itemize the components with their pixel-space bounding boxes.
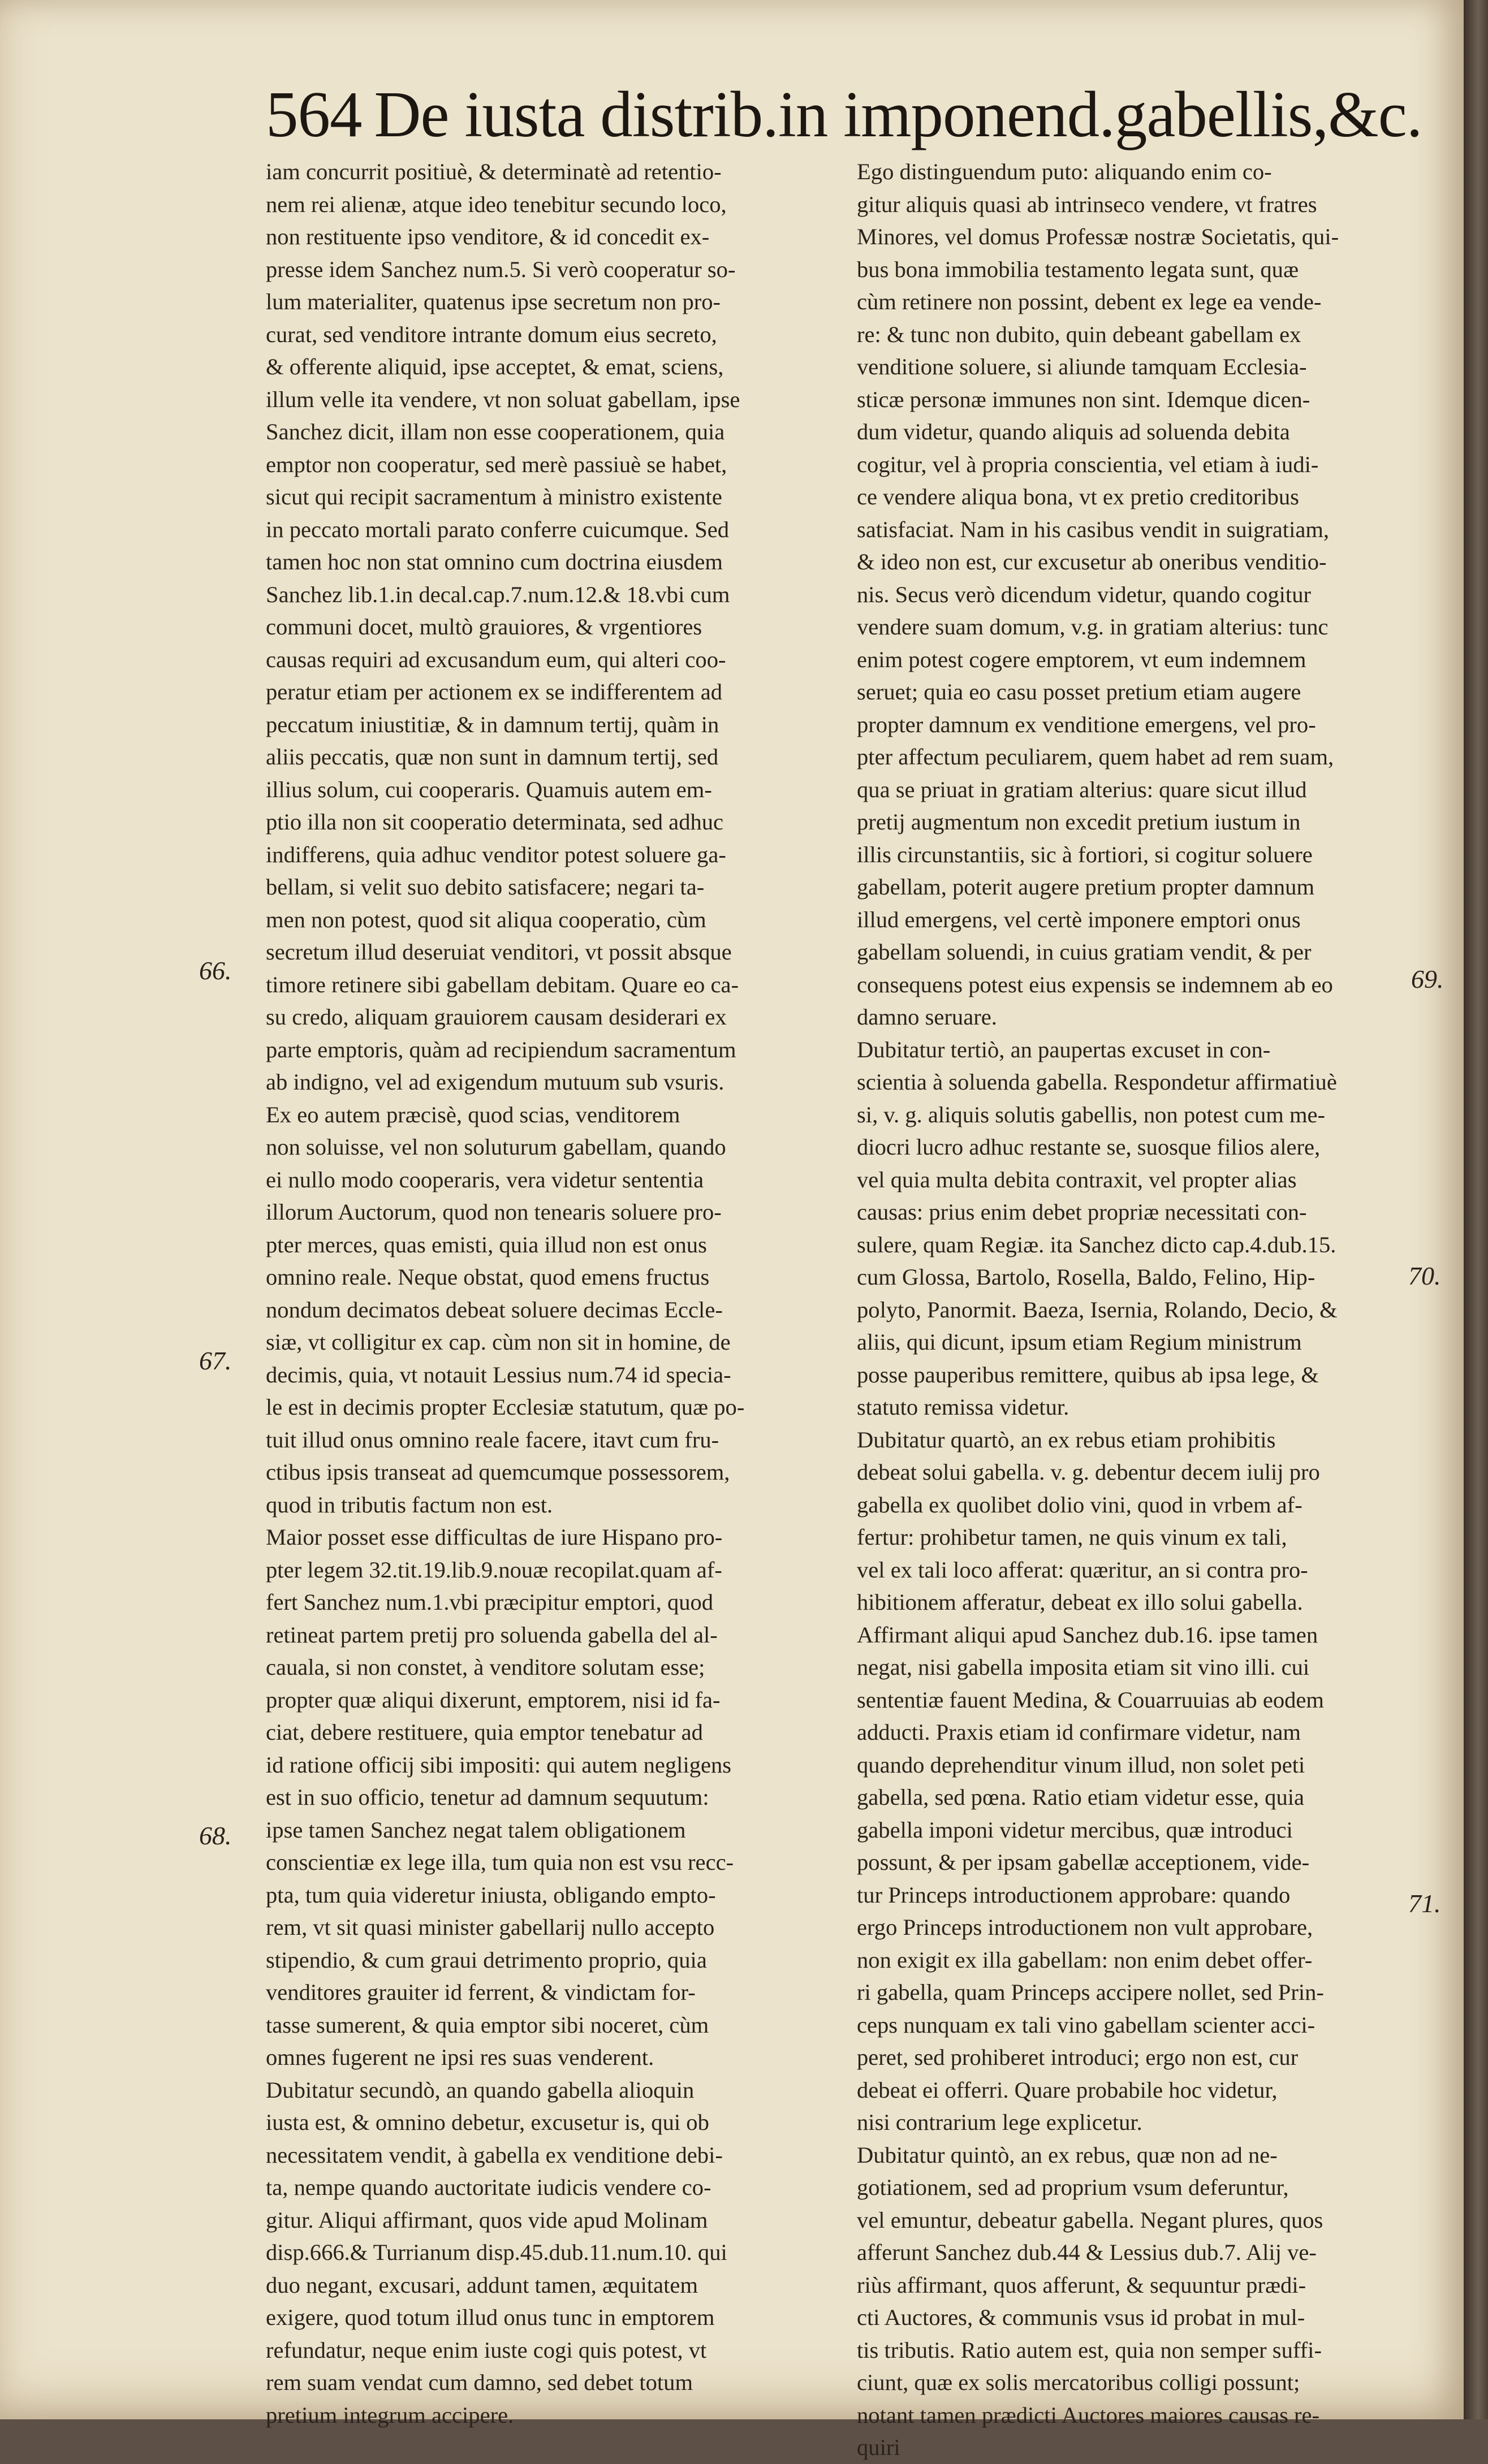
text-line: illum velle ita vendere, vt non soluat gabellam, ipse: [266, 386, 740, 412]
running-title: De iusta distrib.in imponend.gabellis,&c.: [374, 79, 1422, 150]
text-line: vel ex tali loco afferat: quæritur, an si contra pro-: [857, 1557, 1308, 1583]
text-line: tis tributis. Ratio autem est, quia non semper suffi-: [857, 2337, 1322, 2363]
text-line: sicut qui recipit sacramentum à ministro existente: [266, 484, 722, 509]
text-line: timore retinere sibi gabellam debitam. Quare eo ca-: [266, 971, 739, 997]
text-line: peret, sed prohiberet introduci; ergo non est, cur: [857, 2044, 1299, 2070]
text-line: parte emptoris, quàm ad recipiendum sacramentum: [266, 1036, 736, 1062]
text-line: emptor non cooperatur, sed merè passiuè se habet,: [266, 451, 727, 477]
text-line: illorum Auctorum, quod non tenearis soluere pro-: [266, 1199, 722, 1225]
text-line: notant tamen prædicti Auctores maiores causas re-: [857, 2402, 1320, 2428]
text-line: exigere, quod totum illud onus tunc in emptorem: [266, 2305, 715, 2330]
text-line: gabellam soluendi, in cuius gratiam vendit, & per: [857, 939, 1312, 965]
running-head: [266, 72, 1422, 157]
text-line: sticæ personæ immunes non sint. Idemque dicen-: [857, 386, 1310, 412]
text-line: tasse sumerent, & quia emptor sibi noceret, cùm: [266, 2012, 709, 2038]
text-line: quiri: [857, 2435, 900, 2460]
text-line: pretij augmentum non excedit pretium iustum in: [857, 809, 1301, 835]
text-line: gitur aliquis quasi ab intrinseco vendere, vt fratres: [857, 191, 1317, 217]
text-line: su credo, aliquam grauiorem causam desiderari ex: [266, 1004, 727, 1030]
text-line: satisfaciat. Nam in his casibus vendit in suigratiam,: [857, 516, 1330, 542]
text-line: negat, nisi gabella imposita etiam sit vino illi. cui: [857, 1654, 1310, 1680]
text-line: ergo Princeps introductionem non vult approbare,: [857, 1914, 1313, 1940]
text-line: illius solum, cui cooperaris. Quamuis autem em-: [266, 776, 712, 802]
text-line: Affirmant aliqui apud Sanchez dub.16. ipse tamen: [857, 1622, 1318, 1648]
text-line: duo negant, excusari, addunt tamen, æquitatem: [266, 2272, 698, 2298]
text-line: gabella imponi videtur mercibus, quæ introduci: [857, 1817, 1293, 1843]
text-line: ciunt, quæ ex solis mercatoribus colligi possunt;: [857, 2370, 1300, 2395]
text-line: peratur etiam per actionem ex se indifferentem ad: [266, 679, 723, 704]
text-line: Dubitatur secundò, an quando gabella alioquin: [266, 2077, 695, 2103]
text-line: hibitionem afferatur, debeat ex illo solui gabella.: [857, 1589, 1303, 1615]
text-line: & offerente aliquid, ipse acceptet, & emat, sciens,: [266, 354, 724, 379]
text-line: pter legem 32.tit.19.lib.9.nouæ recopilat.quam af-: [266, 1557, 722, 1583]
binding-edge: [1464, 0, 1488, 2419]
text-line: illis circunstantiis, sic à fortiori, si cogitur soluere: [857, 841, 1313, 867]
text-line: retineat partem pretij pro soluenda gabella del al-: [266, 1622, 718, 1648]
text-line: venditione soluere, si aliunde tamquam Ecclesia-: [857, 354, 1307, 379]
text-line: afferunt Sanchez dub.44 & Lessius dub.7. Alij ve-: [857, 2240, 1317, 2265]
text-line: peccatum iniustitiæ, & in damnum tertij, quàm in: [266, 711, 719, 737]
text-line: vel emuntur, debeatur gabella. Negant plures, quos: [857, 2207, 1323, 2233]
text-line: nis. Secus verò dicendum videtur, quando cogitur: [857, 581, 1312, 607]
text-line: riùs affirmant, quos afferunt, & sequuntur prædi-: [857, 2272, 1306, 2298]
text-line: communi docet, multò grauiores, & vrgentiores: [266, 614, 702, 639]
text-line: stipendio, & cum graui detrimento proprio, quia: [266, 1947, 707, 1973]
text-line: polyto, Panormit. Baeza, Isernia, Rolando, Decio, &: [857, 1296, 1338, 1322]
text-line: men non potest, quod sit aliqua cooperatio, cùm: [266, 906, 706, 932]
text-line: gotiationem, sed ad proprium vsum deferuntur,: [857, 2175, 1289, 2200]
text-line: conscientiæ ex lege illa, tum quia non est vsu recc-: [266, 1849, 734, 1875]
text-line: ab indigno, vel ad exigendum mutuum sub vsuris.: [266, 1069, 724, 1095]
text-line: non exigit ex illa gabellam: non enim debet offer-: [857, 1947, 1313, 1973]
text-line: Ex eo autem præcisè, quod scias, venditorem: [266, 1101, 680, 1127]
text-line: est in suo officio, tenetur ad damnum sequutum:: [266, 1784, 709, 1810]
text-line: vendere suam domum, v.g. in gratiam alterius: tunc: [857, 614, 1329, 639]
text-line: causas: prius enim debet propriæ necessitati con-: [857, 1199, 1307, 1225]
text-line: qua se priuat in gratiam alterius: quare sicut illud: [857, 776, 1307, 802]
text-line: decimis, quia, vt notauit Lessius num.74 id specia-: [266, 1361, 731, 1387]
text-line: rem suam vendat cum damno, sed debet totum: [266, 2370, 693, 2395]
text-line: quando deprehenditur vinum illud, non solet peti: [857, 1752, 1305, 1778]
text-line: Dubitatur tertiò, an paupertas excuset in con-: [857, 1036, 1271, 1062]
text-line: illud emergens, vel certè imponere emptori onus: [857, 906, 1301, 932]
text-line: Dubitatur quartò, an ex rebus etiam prohibitis: [857, 1426, 1276, 1453]
text-line: aliis, qui dicunt, ipsum etiam Regium ministrum: [857, 1329, 1302, 1355]
page-number: 564: [266, 79, 362, 150]
text-line: sulere, quam Regiæ. ita Sanchez dicto cap.4.dub.15.: [857, 1231, 1336, 1257]
text-line: adducti. Praxis etiam id confirmare videtur, nam: [857, 1719, 1301, 1745]
text-line: rem, vt sit quasi minister gabellarij nullo accepto: [266, 1914, 715, 1940]
text-line: cùm retinere non possint, debent ex lege ea vende-: [857, 289, 1322, 314]
text-line: vel quia multa debita contraxit, vel propter alias: [857, 1166, 1297, 1192]
text-line: Dubitatur quintò, an ex rebus, quæ non ad ne-: [857, 2142, 1278, 2168]
text-line: ipse tamen Sanchez negat talem obligationem: [266, 1817, 686, 1843]
text-line: quod in tributis factum non est.: [266, 1492, 553, 1518]
text-line: non restituente ipso venditore, & id concedit ex-: [266, 224, 710, 249]
text-line: re: & tunc non dubito, quin debeant gabellam ex: [857, 321, 1301, 347]
text-line: Ego distinguendum puto: aliquando enim co-: [857, 159, 1272, 184]
text-line: venditores grauiter id ferrent, & vindictam for-: [266, 1979, 696, 2005]
left-text-column: [266, 155, 809, 2431]
text-line: nem rei alienæ, atque ideo tenebitur secundo loco,: [266, 191, 727, 217]
text-line: scientia à soluenda gabella. Respondetur affirmatiuè: [857, 1069, 1337, 1095]
text-line: fertur: prohibetur tamen, ne quis vinum ex tali,: [857, 1524, 1287, 1550]
right-text-column: [857, 155, 1386, 2464]
text-line: presse idem Sanchez num.5. Si verò cooperatur so-: [266, 256, 736, 282]
text-line: debeat solui gabella. v. g. debentur decem iulij pro: [857, 1459, 1320, 1485]
text-line: pter merces, quas emisti, quia illud non est onus: [266, 1231, 707, 1257]
text-line: iam concurrit positiuè, & determinatè ad retentio-: [266, 159, 722, 184]
text-line: bellam, si velit suo debito satisfacere; negari ta-: [266, 874, 705, 900]
text-line: enim potest cogere emptorem, vt eum indemnem: [857, 646, 1306, 672]
text-line: ri gabella, quam Princeps accipere nollet, sed Prin-: [857, 1979, 1324, 2005]
text-line: gabella, sed pœna. Ratio etiam videtur esse, quia: [857, 1784, 1305, 1810]
text-line: fert Sanchez num.1.vbi præcipitur emptori, quod: [266, 1589, 714, 1615]
text-line: disp.666.& Turrianum disp.45.dub.11.num.10. qui: [266, 2240, 727, 2265]
text-line: debeat ei offerri. Quare probabile hoc videtur,: [857, 2077, 1278, 2103]
text-line: si, v. g. aliquis solutis gabellis, non potest cum me-: [857, 1101, 1326, 1127]
text-line: seruet; quia eo casu posset pretium etiam augere: [857, 679, 1301, 704]
text-line: propter damnum ex venditione emergens, vel pro-: [857, 711, 1316, 737]
text-line: tamen hoc non stat omnino cum doctrina eiusdem: [266, 549, 723, 574]
text-line: nisi contrarium lege explicetur.: [857, 2109, 1142, 2135]
text-line: in peccato mortali parato conferre cuicumque. Sed: [266, 516, 730, 542]
text-line: ei nullo modo cooperaris, vera videtur sententia: [266, 1166, 704, 1192]
text-line: id ratione officij sibi impositi: qui autem negligens: [266, 1752, 732, 1778]
text-line: le est in decimis propter Ecclesiæ statutum, quæ po-: [266, 1394, 745, 1420]
text-line: pter affectum peculiarem, quem habet ad rem suam,: [857, 744, 1334, 770]
text-line: refundatur, neque enim iuste cogi quis potest, vt: [266, 2337, 707, 2363]
text-line: non soluisse, vel non soluturum gabellam, quando: [266, 1134, 726, 1160]
text-line: possunt, & per ipsam gabellæ acceptionem, vide-: [857, 1849, 1310, 1875]
text-line: omnes fugerent ne ipsi res suas venderent.: [266, 2044, 654, 2070]
margin-number-67: 67.: [199, 1346, 232, 1375]
text-line: ta, nempe quando auctoritate iudicis vendere co-: [266, 2175, 711, 2200]
text-line: aliis peccatis, quæ non sunt in damnum tertij, sed: [266, 744, 719, 770]
text-line: propter quæ aliqui dixerunt, emptorem, nisi id fa-: [266, 1687, 721, 1713]
text-line: Maior posset esse difficultas de iure Hispano pro-: [266, 1524, 723, 1550]
text-line: curat, sed venditore intrante domum eius secreto,: [266, 321, 717, 347]
margin-number-69: 69.: [1411, 965, 1444, 993]
text-line: ceps nunquam ex tali vino gabellam scienter acci-: [857, 2012, 1316, 2038]
margin-number-70: 70.: [1408, 1261, 1441, 1290]
text-line: causas requiri ad excusandum eum, qui alteri coo-: [266, 646, 726, 672]
text-line: dum videtur, quando aliquis ad soluenda debita: [857, 419, 1290, 444]
text-line: consequens potest eius expensis se indemnem ab eo: [857, 971, 1333, 997]
margin-number-68: 68.: [199, 1821, 232, 1850]
text-line: diocri lucro adhuc restante se, suosque filios alere,: [857, 1134, 1321, 1160]
text-line: cti Auctores, & communis vsus id probat in mul-: [857, 2305, 1305, 2330]
text-line: cum Glossa, Bartolo, Rosella, Baldo, Felino, Hip-: [857, 1264, 1316, 1290]
text-line: ce vendere aliqua bona, vt ex pretio creditoribus: [857, 484, 1299, 509]
text-line: gabellam, poterit augere pretium propter damnum: [857, 874, 1315, 900]
text-line: statuto remissa videtur.: [857, 1394, 1069, 1420]
text-line: bus bona immobilia testamento legata sunt, quæ: [857, 256, 1299, 282]
text-line: pretium integrum accipere.: [266, 2402, 514, 2428]
text-line: & ideo non est, cur excusetur ab oneribus venditio-: [857, 549, 1327, 574]
text-line: cogitur, vel à propria conscientia, vel etiam à iudi-: [857, 451, 1319, 477]
text-line: sententiæ fauent Medina, & Couarruuias ab eodem: [857, 1687, 1324, 1713]
text-line: iusta est, & omnino debetur, excusetur is, qui ob: [266, 2109, 709, 2135]
text-line: Sanchez lib.1.in decal.cap.7.num.12.& 18.vbi cum: [266, 581, 730, 607]
text-line: ciat, debere restituere, quia emptor tenebatur ad: [266, 1719, 703, 1745]
text-line: cauala, si non constet, à venditore solutam esse;: [266, 1654, 705, 1680]
text-line: indifferens, quia adhuc venditor potest soluere ga-: [266, 841, 726, 867]
text-line: necessitatem vendit, à gabella ex venditione debi-: [266, 2142, 723, 2168]
text-line: gitur. Aliqui affirmant, quos vide apud Molinam: [266, 2207, 708, 2233]
text-line: omnino reale. Neque obstat, quod emens fructus: [266, 1264, 710, 1290]
text-line: posse pauperibus remittere, quibus ab ipsa lege, &: [857, 1361, 1319, 1387]
text-line: tuit illud onus omnino reale facere, itavt cum fru-: [266, 1426, 719, 1453]
text-line: lum materialiter, quatenus ipse secretum non pro-: [266, 289, 721, 314]
text-line: gabella ex quolibet dolio vini, quod in vrbem af-: [857, 1492, 1302, 1518]
text-line: damno seruare.: [857, 1004, 997, 1030]
text-line: secretum illud deseruiat venditori, vt possit absque: [266, 939, 732, 965]
text-line: ptio illa non sit cooperatio determinata, sed adhuc: [266, 809, 724, 835]
margin-number-71: 71.: [1408, 1889, 1441, 1918]
text-line: Sanchez dicit, illam non esse cooperationem, quia: [266, 419, 725, 444]
text-line: siæ, vt colligitur ex cap. cùm non sit in homine, de: [266, 1329, 731, 1355]
text-line: tur Princeps introductionem approbare: quando: [857, 1882, 1291, 1908]
text-line: nondum decimatos debeat soluere decimas Eccle-: [266, 1296, 723, 1322]
margin-number-66: 66.: [199, 956, 232, 985]
text-line: ctibus ipsis transeat ad quemcumque possessorem,: [266, 1459, 730, 1485]
text-line: pta, tum quia videretur iniusta, obligando empto-: [266, 1882, 716, 1908]
text-line: Minores, vel domus Professæ nostræ Societatis, qui-: [857, 224, 1339, 249]
